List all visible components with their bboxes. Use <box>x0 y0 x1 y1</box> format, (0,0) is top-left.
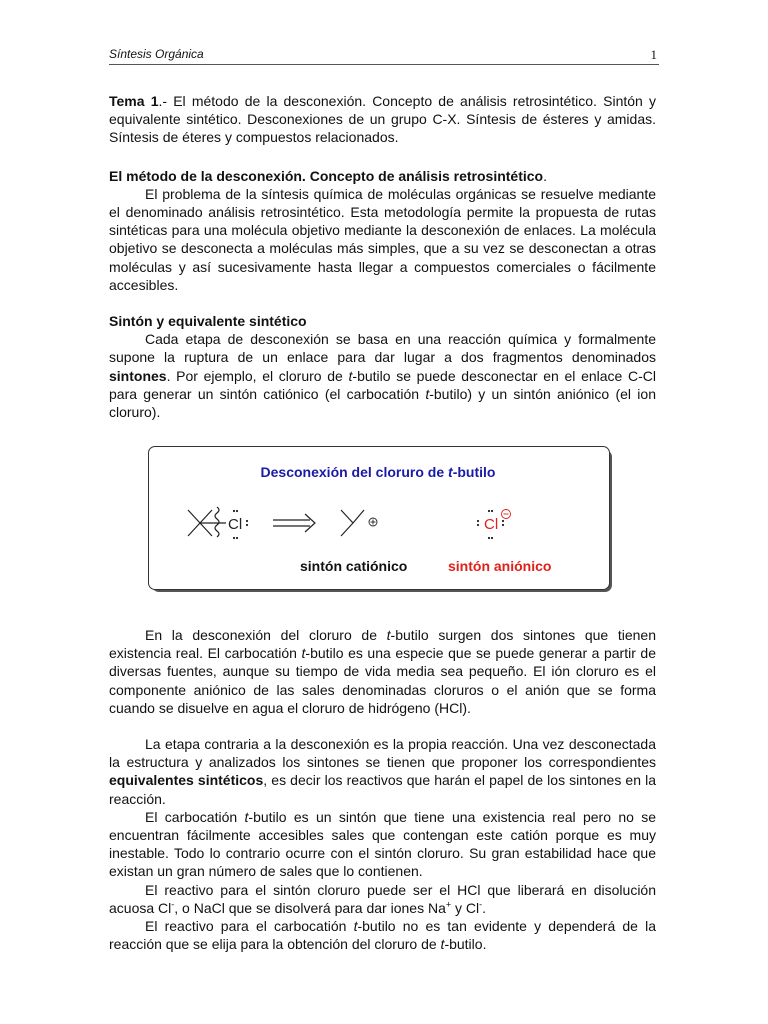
page-number: 1 <box>650 47 657 62</box>
paragraph-7: El reactivo para el carbocatión t-butilo no es tan evidente y dependerá de la reacción que se elija para la obtención del cloruro de t-butilo. <box>109 918 657 953</box>
document-body-lower <box>109 626 656 953</box>
header-title: Síntesis Orgánica <box>109 47 204 61</box>
section1-paragraph: El problema de la síntesis química de moléculas orgánicas se resuelve mediante el denominado análisis retrosintético. Esta metodología permite la propuesta de rutas sintéticas para una molécula objetivo mediante la desconexión de enlaces. La molécula objetivo se desconecta a moléculas más simples, que a su vez se desconectan a otras moléculas y así sucesivamente hasta llegar a compuestos comerciales o fácilmente accesibles. <box>109 185 656 293</box>
label-anionic: sintón aniónico <box>448 558 552 574</box>
positive-charge-icon <box>369 518 377 526</box>
paragraph-6: El reactivo para el sintón cloruro puede ser el HCl que liberará en disolución acuosa Cl-, o NaCl que se disolverá para dar iones Na+ y Cl-. <box>109 881 656 916</box>
label-cationic: sintón catiónico <box>300 558 408 574</box>
cl-right: Cl <box>484 516 499 533</box>
tbutyl-cation-structure <box>341 510 364 536</box>
paragraph-4: La etapa contraria a la desconexión es la propia reacción. Una vez desconectada la estructura y analizados los sintones se tienen que proponer los correspondientes equivalentes sintéticos, es decir los reactivos que harán el papel de los sintones en la reacción. <box>109 736 656 807</box>
cl-left: Cl <box>228 516 243 533</box>
negative-charge-icon <box>502 510 511 519</box>
section2-heading: Sintón y equivalente sintético <box>109 313 307 330</box>
paragraph-3: En la desconexión del cloruro de t-butilo surgen dos sintones que tienen existencia real. El carbocatión t-butilo es una especie que se puede generar a partir de diversas fuentes, aunque su tiempo de vida media sea pequeño. El ión cloruro es el componente aniónico de las sales denominadas cloruros o el anión que se forma cuando se disuelve en agua el cloruro de hidrógeno (HCl). <box>109 627 657 716</box>
paragraph-5: El carbocatión t-butilo es un sintón que tiene una existencia real pero no se encuentran fácilmente accesibles sales que contengan este catión porque es muy inestable. Todo lo contrario ocurre con el sintón cloruro. Su gran estabilidad hace que existan un gran número de sales que lo contienen. <box>109 808 657 880</box>
document-body <box>109 92 656 421</box>
figure-title: Desconexión del cloruro de t-butilo <box>260 464 496 480</box>
tema-paragraph: Tema 1.- El método de la desconexión. Concepto de análisis retrosintético. Sintón y equivalente sintético. Desconexiones de un grupo C-X. Síntesis de ésteres y amidas. Síntesis de éteres y compuestos relacionados. <box>109 93 656 146</box>
tbutyl-chloride-structure <box>188 507 226 537</box>
tema-label: Tema 1 <box>109 93 159 109</box>
disconnection-figure <box>148 446 612 592</box>
retrosynthetic-arrow-icon <box>273 514 315 532</box>
page-header <box>109 44 659 65</box>
section2-paragraph: Cada etapa de desconexión se basa en una reacción química y formalmente supone la ruptura de un enlace para dar lugar a dos fragmentos denominados sintones. Por ejemplo, el cloruro de t-butilo se puede desconectar en el enlace C-Cl para generar un sintón catiónico (el carbocatión t-butilo) y un sintón aniónico (el ion cloruro). <box>109 331 656 421</box>
section1-heading: El método de la desconexión. Concepto de análisis retrosintético. <box>109 167 547 184</box>
